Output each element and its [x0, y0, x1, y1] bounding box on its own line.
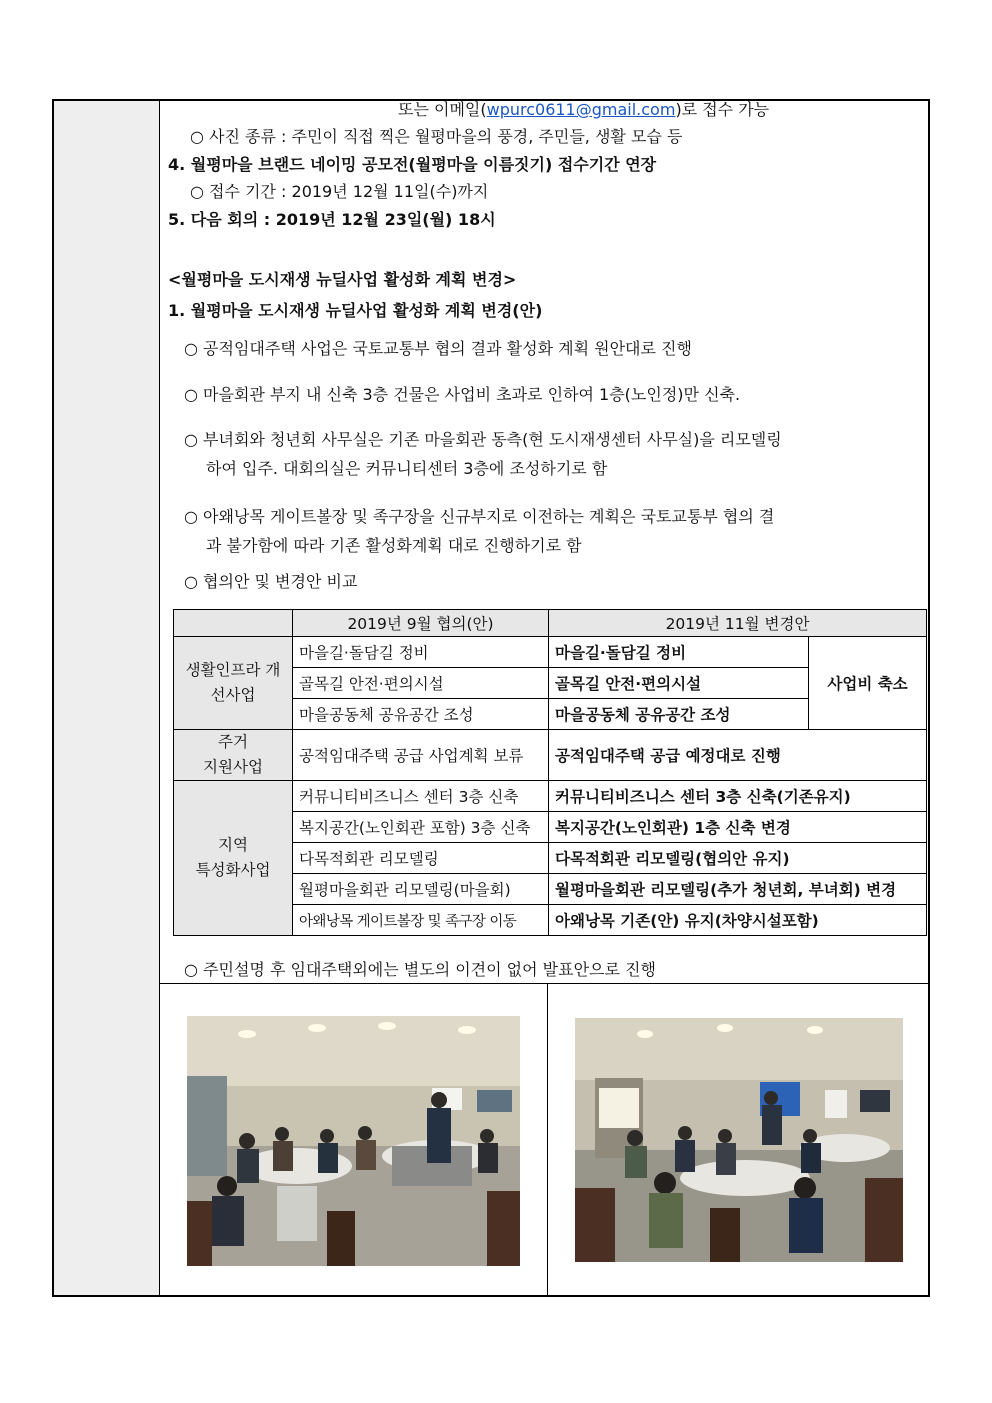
cell-sep: 커뮤니티비즈니스 센터 3층 신축 [293, 781, 549, 812]
cell-sep: 복지공간(노인회관 포함) 3층 신축 [293, 812, 549, 843]
cell-nov: 아왜낭목 기존(안) 유지(차양시설포함) [549, 905, 927, 936]
email-line [398, 100, 769, 120]
cell-nov: 공적임대주택 공급 예정대로 진행 [549, 730, 927, 781]
cell-sep: 마을길·돌담길 정비 [293, 637, 549, 668]
header-sep-plan: 2019년 9월 협의(안) [293, 610, 549, 637]
email-prefix: 또는 이메일( [398, 100, 487, 119]
table-header-row [174, 610, 927, 637]
bullet-1: ○ 공적임대주택 사업은 국토교통부 협의 결과 활성화 계획 원안대로 진행 [184, 339, 692, 358]
cell-sep: 월평마을회관 리모델링(마을회) [293, 874, 549, 905]
item-4-heading: 4. 월평마을 브랜드 네이밍 공모전(월평마을 이름짓기) 접수기간 연장 [168, 155, 657, 174]
category-infra: 생활인프라 개선사업 [174, 637, 293, 730]
section-title: <월평마을 도시재생 뉴딜사업 활성화 계획 변경> [168, 270, 517, 289]
section-sub-1: 1. 월평마을 도시재생 뉴딜사업 활성화 계획 변경(안) [168, 301, 543, 320]
cell-sep: 공적임대주택 공급 사업계획 보류 [293, 730, 549, 781]
cell-sep: 다목적회관 리모델링 [293, 843, 549, 874]
category-housing-line-2: 지원사업 [203, 758, 263, 776]
item-5-heading: 5. 다음 회의 : 2019년 12월 23일(월) 18시 [168, 210, 496, 229]
photo-types-line: ○ 사진 종류 : 주민이 직접 찍은 월평마을의 풍경, 주민들, 생활 모습 등 [190, 127, 683, 146]
table-row [174, 637, 927, 668]
cell-sep: 아왜낭목 게이트볼장 및 족구장 이동 [293, 905, 549, 936]
photo-section-divider [160, 983, 930, 984]
cell-nov: 복지공간(노인회관) 1층 신축 변경 [549, 812, 927, 843]
bullet-4 [184, 502, 924, 560]
bullet-4-line-1: ○ 아왜낭목 게이트볼장 및 족구장을 신규부지로 이전하는 계획은 국토교통부 협의 결 [184, 507, 775, 526]
table-row [174, 781, 927, 812]
photo-column-divider [547, 983, 548, 1297]
cell-nov: 마을공동체 공유공간 조성 [549, 699, 809, 730]
cell-sep: 골목길 안전·편의시설 [293, 668, 549, 699]
bullet-3-line-2: 하여 입주. 대회의실은 커뮤니티센터 3층에 조성하기로 함 [206, 459, 608, 478]
item-4-period: ○ 접수 기간 : 2019년 12월 11일(수)까지 [190, 182, 489, 201]
header-nov-plan: 2019년 11월 변경안 [549, 610, 927, 637]
bullet-4-line-2: 과 불가함에 따라 기존 활성화계획 대로 진행하기로 함 [206, 536, 582, 555]
meeting-photo-1 [187, 1016, 520, 1266]
table-row [174, 730, 927, 781]
bullet-2: ○ 마을회관 부지 내 신축 3층 건물은 사업비 초과로 인하여 1층(노인정)만 신축. [184, 385, 741, 404]
bullet-3 [184, 425, 924, 483]
cell-nov: 월평마을회관 리모델링(추가 청년회, 부녀회) 변경 [549, 874, 927, 905]
meeting-photo-2 [575, 1018, 903, 1262]
email-suffix: )로 접수 가능 [675, 100, 770, 119]
bullet-5: ○ 협의안 및 변경안 비교 [184, 572, 358, 591]
closing-note: ○ 주민설명 후 임대주택외에는 별도의 이견이 없어 발표안으로 진행 [184, 960, 656, 979]
category-regional-line-2: 특성화사업 [195, 861, 271, 879]
cell-sep: 마을공동체 공유공간 조성 [293, 699, 549, 730]
category-regional-line-1: 지역 [218, 836, 248, 854]
category-housing [174, 730, 293, 781]
cell-nov: 골목길 안전·편의시설 [549, 668, 809, 699]
budget-reduction: 사업비 축소 [809, 637, 927, 730]
cell-nov: 마을길·돌담길 정비 [549, 637, 809, 668]
category-housing-line-1: 주거 [218, 733, 248, 751]
cell-nov: 다목적회관 리모델링(협의안 유지) [549, 843, 927, 874]
comparison-table [173, 609, 927, 936]
bullet-3-line-1: ○ 부녀회와 청년회 사무실은 기존 마을회관 동측(현 도시재생센터 사무실)을 리모델링 [184, 430, 782, 449]
cell-nov: 커뮤니티비즈니스 센터 3층 신축(기존유지) [549, 781, 927, 812]
email-link[interactable]: wpurc0611@gmail.com [486, 100, 676, 119]
category-regional [174, 781, 293, 936]
header-empty [174, 610, 293, 637]
